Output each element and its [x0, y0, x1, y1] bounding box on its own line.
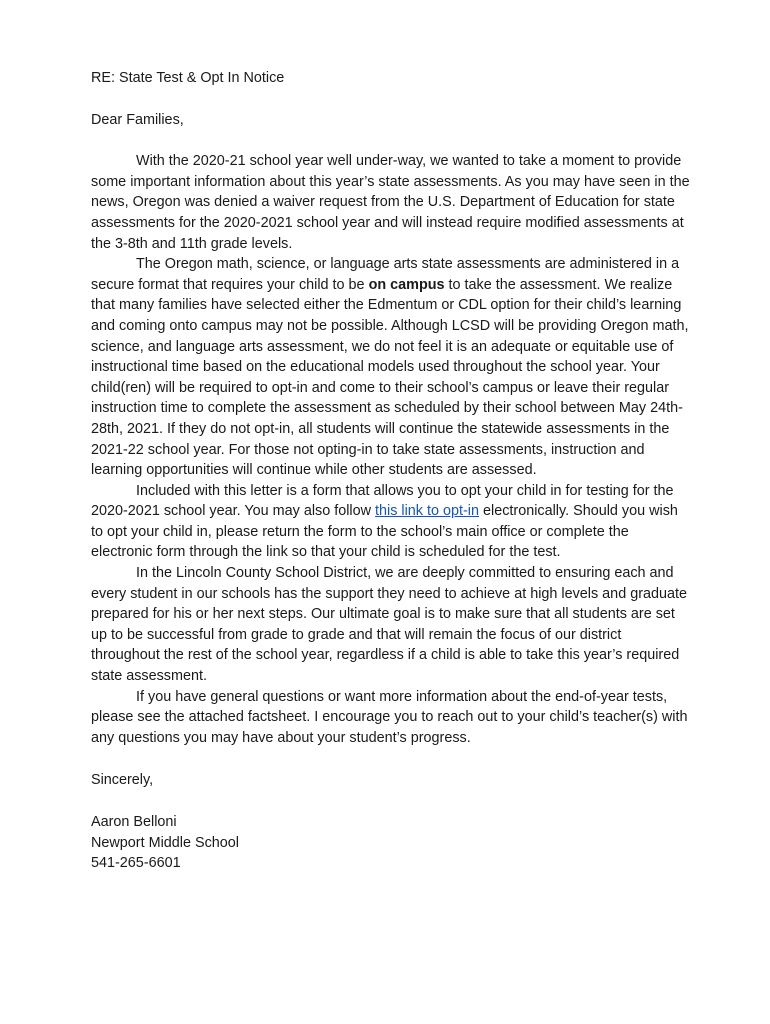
- letter-closing: Sincerely,: [91, 772, 154, 789]
- paragraph-2-text-a: The Oregon math, science, or language arts state assessments are administered in a secure format that requires your child to be: [91, 256, 680, 293]
- letter-greeting: Dear Families,: [91, 111, 184, 128]
- paragraph-2: [91, 254, 691, 481]
- letter-subject: RE: State Test & Opt In Notice: [91, 70, 285, 86]
- opt-in-link[interactable]: this link to opt-in: [375, 503, 479, 520]
- signature-phone: 541-265-6601: [91, 855, 181, 872]
- paragraph-3-text-a: Included with this letter is a form that allows you to opt your child in for testing for the 2020-2021 school year. You may also follow: [91, 482, 674, 520]
- paragraph-4: In the Lincoln County School District, we are deeply committed to ensuring each and every student in our schools has the support they need to achieve at high levels and graduate prepared for his or her next steps. Our ultimate goal is to make sure that all students are set up to be successful from grade to grade and that will remain the focus of our district throughout the rest of the school year, regardless if a child is able to take this year’s required state assessment.: [91, 565, 688, 685]
- on-campus-emphasis: on campus: [368, 276, 445, 293]
- paragraph-2-text-b: to take the assessment. We realize that many families have selected either the Edmentum or CDL option for their child’s learning and coming onto campus may not be possible. Although LCSD will be providing Oregon math, science, and language arts assessment, we do not feel it is an adequate or equitable use of instructional time based on the educational models used throughout the school year. Your child(ren) will be required to opt-in and come to their school’s campus or leave their regular instruction time to complete the assessment as scheduled by their school between May 24th-28th, 2021. If they do not opt-in, all students will continue the statewide assessments in the 2021-22 school year. For those not opting-in to take state assessments, instruction and learning opportunities will continue while other students are assessed.: [91, 276, 689, 479]
- signature-school: Newport Middle School: [91, 834, 239, 851]
- signature-name: Aaron Belloni: [91, 814, 177, 830]
- paragraph-5: If you have general questions or want more information about the end-of-year tests, please see the attached factsheet. I encourage you to reach out to your child’s teacher(s) with any questions you may have about your student’s progress.: [91, 688, 688, 746]
- letter-body: [91, 68, 691, 874]
- paragraph-3: [91, 481, 691, 563]
- paragraph-3-text-b: electronically. Should you wish to opt your child in, please return the form to the school’s main office or complete the electronic form through the link so that your child is scheduled for the test.: [91, 503, 678, 561]
- paragraph-1: With the 2020-21 school year well under-way, we wanted to take a moment to provide some important information about this year’s state assessments. As you may have seen in the news, Oregon was denied a waiver request from the U.S. Department of Education for state assessments for the 2020-2021 school year and will instead require modified assessments at the 3-8th and 11th grade levels.: [91, 153, 690, 252]
